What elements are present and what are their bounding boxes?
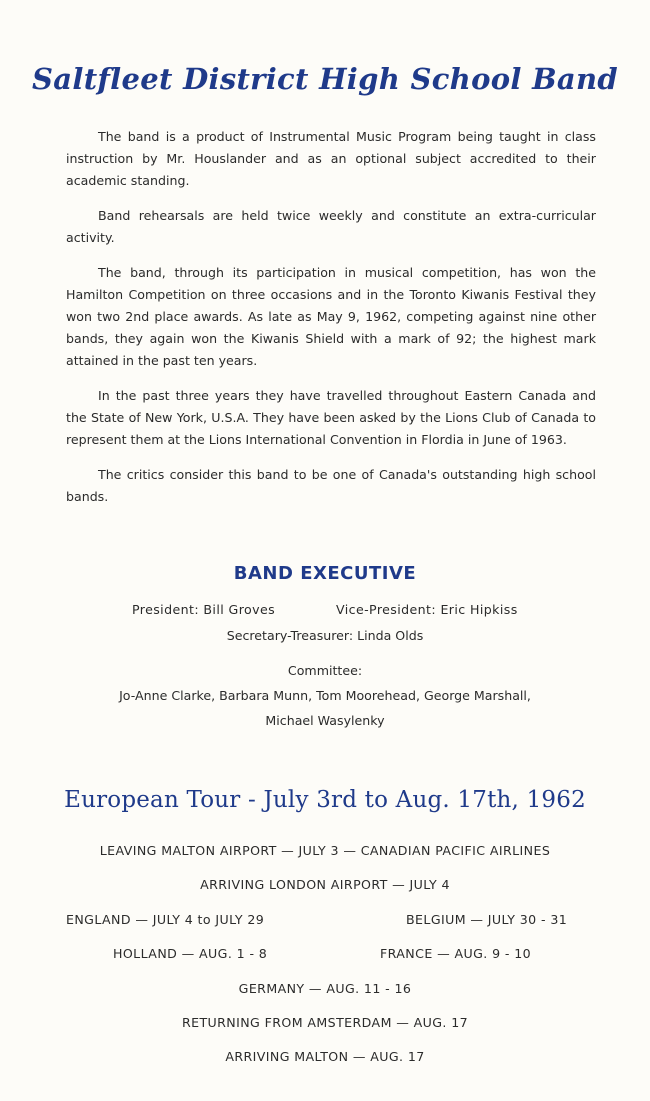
committee-label: Committee:: [287, 663, 363, 678]
tour-holland-line: HOLLAND — AUG. 1 - 8: [113, 946, 268, 961]
secretary-line: Secretary-Treasurer: Linda Olds: [226, 628, 424, 643]
president-line: President: Bill Groves: [132, 602, 276, 617]
tour-leaving-line: LEAVING MALTON AIRPORT — JULY 3 — CANADIAN PACIFIC AIRLINES: [99, 843, 551, 858]
paragraph-competitions: The band, through its participation in musical competition, has won the Hamilton Competition on three occasions and in the Toronto Kiwanis Festival they won two 2nd place awards. As late as May 9, 1962, competing against nine other bands, they again won the Kiwanis Shield with a mark of 92; the highest mark attained in the past ten years.: [66, 265, 596, 368]
tour-france-line: FRANCE — AUG. 9 - 10: [380, 946, 532, 961]
vice-president-line: Vice-President: Eric Hipkiss: [336, 602, 518, 617]
tour-arriving-malton-line: ARRIVING MALTON — AUG. 17: [225, 1049, 425, 1064]
tour-belgium-line: BELGIUM — JULY 30 - 31: [406, 912, 568, 927]
committee-members-continued: Michael Wasylenky: [265, 713, 385, 728]
band-executive-heading: BAND EXECUTIVE: [233, 563, 417, 584]
tour-returning-line: RETURNING FROM AMSTERDAM — AUG. 17: [181, 1015, 469, 1030]
paragraph-program: The band is a product of Instrumental Music Program being taught in class instruction by Mr. Houslander and as an optional subject accredited to their academic standing.: [66, 129, 596, 188]
european-tour-title: European Tour - July 3rd to Aug. 17th, 1962: [64, 787, 586, 813]
band-description: [66, 126, 596, 521]
tour-england-line: ENGLAND — JULY 4 to JULY 29: [66, 912, 265, 927]
paragraph-rehearsals: Band rehearsals are held twice weekly and constitute an extra-curricular activity.: [66, 208, 596, 245]
committee-members: Jo-Anne Clarke, Barbara Munn, Tom Moorehead, George Marshall,: [119, 688, 531, 703]
paragraph-travels: In the past three years they have travelled throughout Eastern Canada and the State of New York, U.S.A. They have been asked by the Lions Club of Canada to represent them at the Lions International Convention in Flordia in June of 1963.: [66, 388, 596, 447]
tour-arriving-london-line: ARRIVING LONDON AIRPORT — JULY 4: [200, 877, 450, 892]
page-title: Saltfleet District High School Band: [32, 62, 618, 96]
paragraph-critics: The critics consider this band to be one of Canada's outstanding high school bands.: [66, 467, 596, 504]
tour-germany-line: GERMANY — AUG. 11 - 16: [238, 981, 412, 996]
